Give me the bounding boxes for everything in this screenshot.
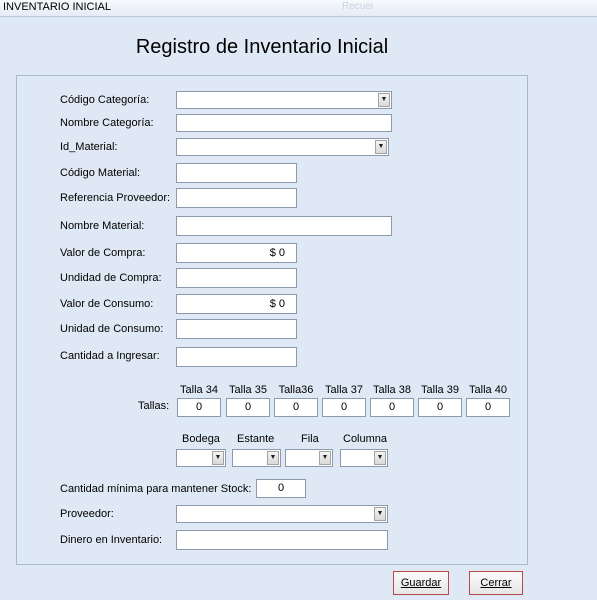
talla-40-label: Talla 40	[469, 384, 507, 396]
chevron-down-icon[interactable]: ▼	[375, 140, 387, 154]
nombre-material-label: Nombre Material:	[60, 220, 145, 232]
stock-minimo-field[interactable]: 0	[256, 479, 306, 498]
talla-39-field[interactable]: 0	[418, 398, 462, 417]
proveedor-label: Proveedor:	[60, 508, 114, 520]
id-material-combobox[interactable]	[176, 138, 389, 156]
unidad-consumo-label: Unidad de Consumo:	[60, 323, 164, 335]
talla-36-label: Talla36	[278, 384, 314, 396]
nombre-material-field[interactable]	[176, 216, 392, 236]
valor-compra-field[interactable]: $ 0	[176, 243, 297, 263]
codigo-material-label: Código Material:	[60, 167, 141, 179]
valor-consumo-field[interactable]: $ 0	[176, 294, 297, 314]
chevron-down-icon[interactable]: ▼	[267, 451, 279, 465]
title-bar-ghost-text: Recuei	[342, 1, 374, 12]
title-bar	[0, 0, 597, 17]
estante-combobox[interactable]	[232, 449, 281, 467]
codigo-categoria-label: Código Categoría:	[60, 94, 150, 106]
unidad-compra-field[interactable]	[176, 268, 297, 288]
proveedor-combobox[interactable]	[176, 505, 388, 523]
columna-combobox[interactable]	[340, 449, 388, 467]
chevron-down-icon[interactable]: ▼	[212, 451, 224, 465]
cantidad-ingresar-field[interactable]	[176, 347, 297, 367]
guardar-button[interactable]: Guardar	[393, 571, 449, 595]
chevron-down-icon[interactable]: ▼	[319, 451, 331, 465]
chevron-down-icon[interactable]: ▼	[374, 507, 386, 521]
chevron-down-icon[interactable]: ▼	[378, 93, 390, 107]
talla-35-label: Talla 35	[229, 384, 267, 396]
talla-37-label: Talla 37	[325, 384, 363, 396]
window-title: INVENTARIO INICIAL	[3, 1, 111, 13]
bodega-label: Bodega	[182, 433, 220, 445]
bodega-combobox[interactable]	[176, 449, 226, 467]
referencia-proveedor-label: Referencia Proveedor:	[60, 192, 171, 204]
talla-35-field[interactable]: 0	[226, 398, 270, 417]
talla-38-label: Talla 38	[373, 384, 411, 396]
unidad-compra-label: Undidad de Compra:	[60, 272, 162, 284]
chevron-down-icon[interactable]: ▼	[374, 451, 386, 465]
cantidad-ingresar-label: Cantidad a Ingresar:	[60, 350, 160, 362]
valor-consumo-label: Valor de Consumo:	[60, 298, 154, 310]
columna-label: Columna	[343, 433, 388, 445]
codigo-categoria-combobox[interactable]	[176, 91, 392, 109]
talla-36-field[interactable]: 0	[274, 398, 318, 417]
dinero-inventario-label: Dinero en Inventario:	[60, 534, 163, 546]
id-material-label: Id_Material:	[60, 141, 118, 153]
valor-compra-label: Valor de Compra:	[60, 247, 146, 259]
page-title: Registro de Inventario Inicial	[135, 36, 389, 58]
talla-38-field[interactable]: 0	[370, 398, 414, 417]
talla-39-label: Talla 39	[421, 384, 459, 396]
talla-40-field[interactable]: 0	[466, 398, 510, 417]
tallas-label: Tallas:	[138, 400, 170, 412]
fila-label: Fila	[301, 433, 319, 445]
nombre-categoria-label: Nombre Categoría:	[60, 117, 154, 129]
nombre-categoria-field[interactable]	[176, 114, 392, 132]
talla-37-field[interactable]: 0	[322, 398, 366, 417]
dinero-inventario-field[interactable]	[176, 530, 388, 550]
referencia-proveedor-field[interactable]	[176, 188, 297, 208]
codigo-material-field[interactable]	[176, 163, 297, 183]
unidad-consumo-field[interactable]	[176, 319, 297, 339]
stock-minimo-label: Cantidad mínima para mantener Stock:	[60, 483, 252, 495]
cerrar-button[interactable]: Cerrar	[469, 571, 523, 595]
fila-combobox[interactable]	[285, 449, 333, 467]
talla-34-field[interactable]: 0	[177, 398, 221, 417]
estante-label: Estante	[237, 433, 275, 445]
talla-34-label: Talla 34	[180, 384, 218, 396]
